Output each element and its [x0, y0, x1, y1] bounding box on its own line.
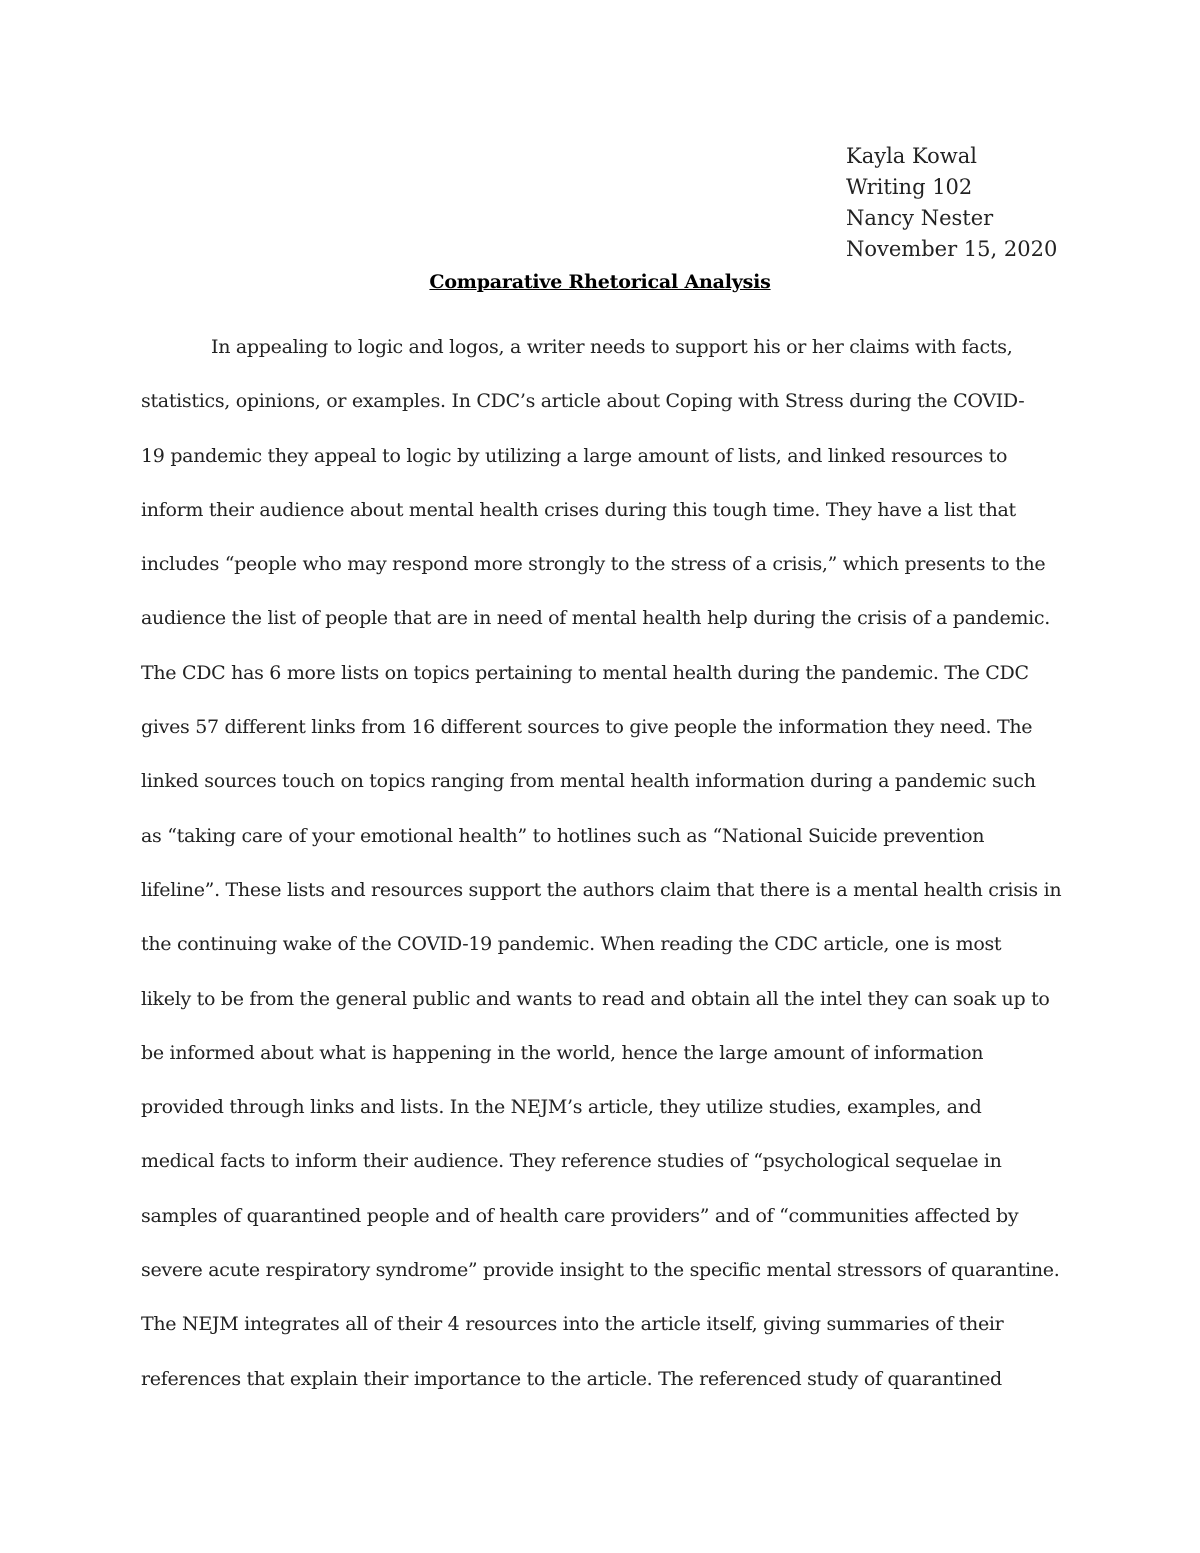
body-line: audience the list of people that are in need of mental health help during the crisis of a pandemic. [141, 607, 1050, 630]
body-line: references that explain their importance to the article. The referenced study of quarantined [141, 1367, 1002, 1390]
author-name: Kayla Kowal [846, 144, 977, 168]
body-line: lifeline”. These lists and resources support the authors claim that there is a mental health crisis in [141, 878, 1062, 901]
author-header [846, 141, 1166, 265]
body-line: gives 57 different links from 16 different sources to give people the information they need. The [141, 716, 1033, 739]
body-paragraph [141, 320, 1071, 1406]
body-line: be informed about what is happening in the world, hence the large amount of information [141, 1041, 984, 1064]
body-line: provided through links and lists. In the NEJM’s article, they utilize studies, examples, and [141, 1096, 982, 1119]
course-name: Writing 102 [846, 175, 973, 199]
body-line: the continuing wake of the COVID-19 pandemic. When reading the CDC article, one is most [141, 933, 1002, 956]
document-title: Comparative Rhetorical Analysis [429, 271, 771, 293]
body-line: medical facts to inform their audience. They reference studies of “psychological sequelae in [141, 1150, 1002, 1173]
body-line: inform their audience about mental health crises during this tough time. They have a list that [141, 498, 1016, 521]
body-line: likely to be from the general public and wants to read and obtain all the intel they can soak up to [141, 987, 1050, 1010]
instructor-name: Nancy Nester [846, 206, 994, 230]
body-line: linked sources touch on topics ranging from mental health information during a pandemic such [141, 770, 1036, 793]
body-line: as “taking care of your emotional health” to hotlines such as “National Suicide prevention [141, 824, 985, 847]
body-line: samples of quarantined people and of health care providers” and of “communities affected by [141, 1204, 1019, 1227]
body-line: The NEJM integrates all of their 4 resources into the article itself, giving summaries of their [141, 1313, 1004, 1336]
body-line: severe acute respiratory syndrome” provide insight to the specific mental stressors of quarantine. [141, 1259, 1060, 1282]
body-line: includes “people who may respond more strongly to the stress of a crisis,” which presents to the [141, 553, 1046, 576]
body-line: In appealing to logic and logos, a writer needs to support his or her claims with facts, [211, 336, 1013, 358]
document-date: November 15, 2020 [846, 237, 1058, 261]
body-line: The CDC has 6 more lists on topics pertaining to mental health during the pandemic. The CDC [141, 661, 1029, 684]
body-line: statistics, opinions, or examples. In CDC’s article about Coping with Stress during the COVID- [141, 390, 1025, 413]
body-line: 19 pandemic they appeal to logic by utilizing a large amount of lists, and linked resources to [141, 444, 1008, 467]
